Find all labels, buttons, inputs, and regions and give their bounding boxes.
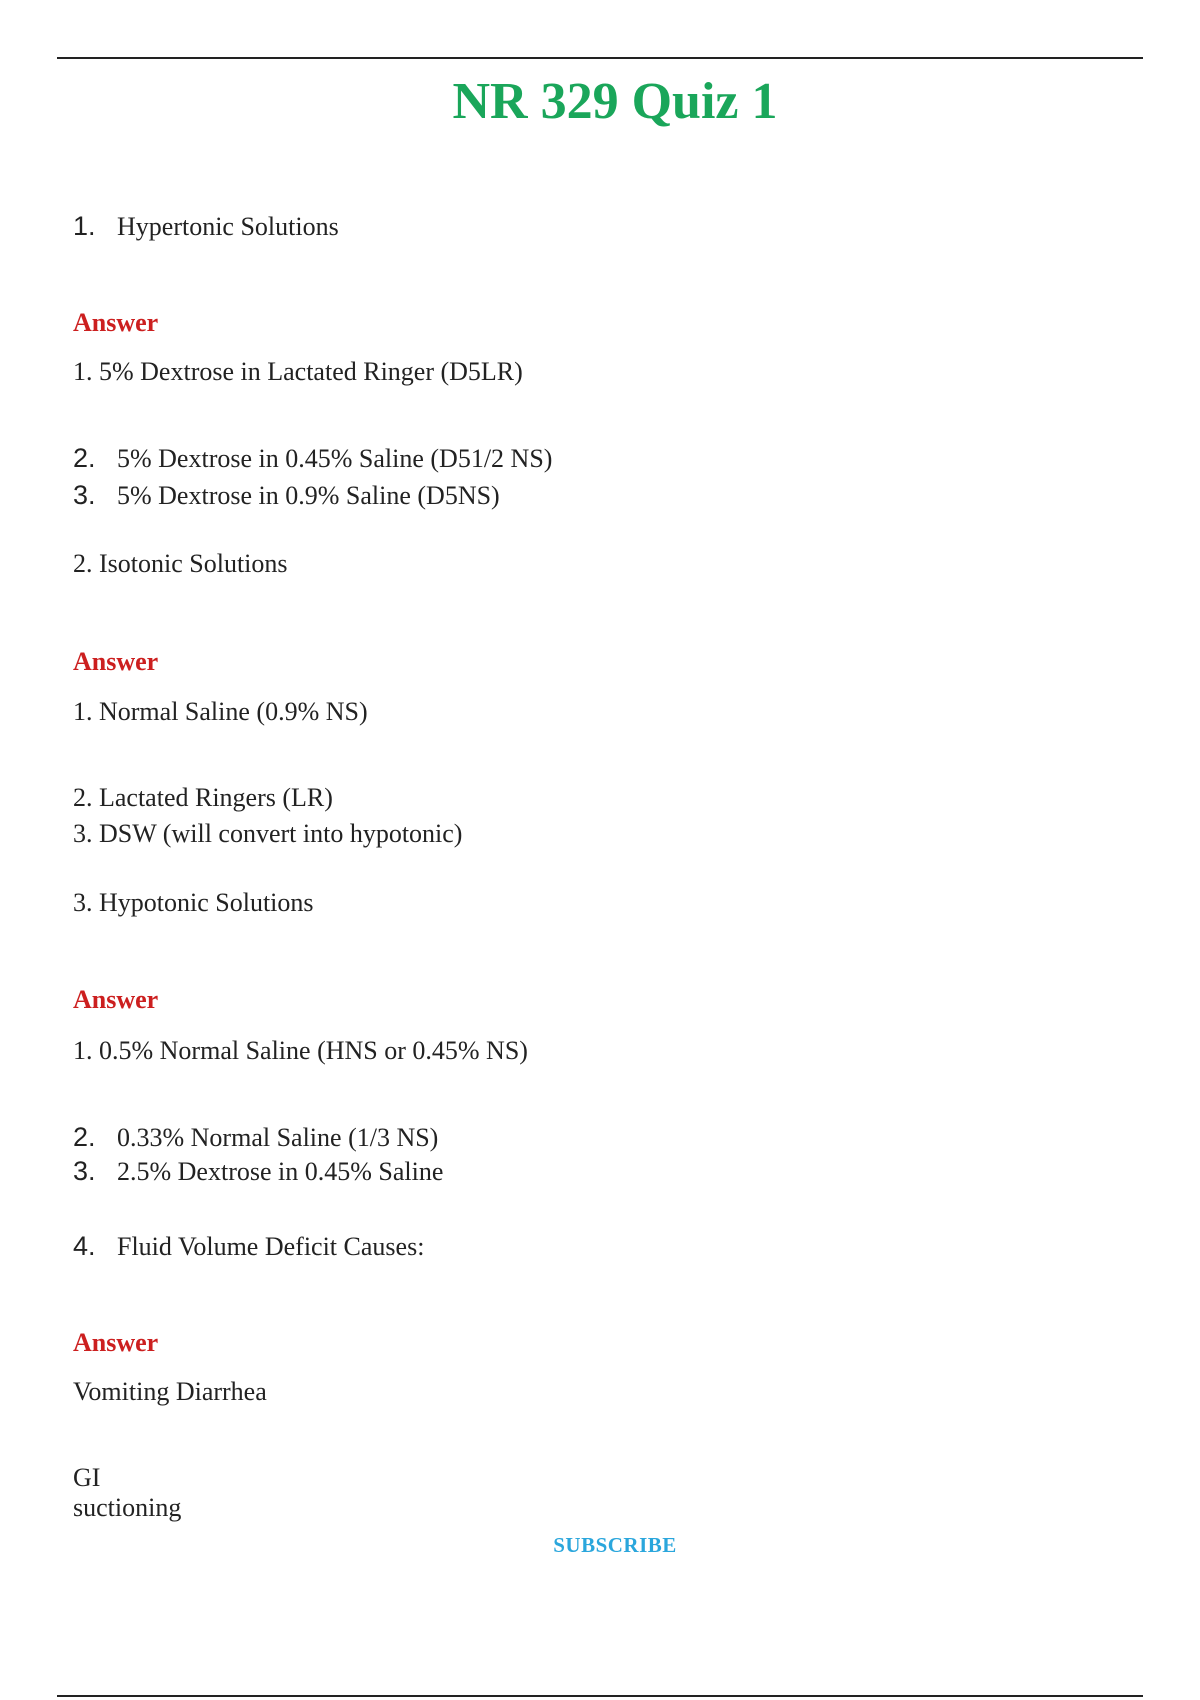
subscribe-link[interactable]: SUBSCRIBE [553,1533,677,1557]
item-text: 2.5% Dextrose in 0.45% Saline [117,1157,444,1186]
answer-4-line-3: suctioning [73,1493,182,1522]
answer-label-4: Answer [73,1328,159,1357]
top-rule [57,57,1143,59]
answer-label-2: Answer [73,647,159,676]
answer-4-line-2: GI [73,1463,101,1492]
question-number: 4. [73,1231,96,1261]
question-number: 1. [73,211,96,241]
bottom-rule [57,1695,1143,1697]
answer-label-3: Answer [73,985,159,1014]
item-text: 5% Dextrose in 0.9% Saline (D5NS) [117,481,500,510]
question-1 [73,211,339,242]
page-title: NR 329 Quiz 1 [452,73,778,130]
item-number: 3. [73,1156,96,1186]
answer-1-item-2 [73,443,552,474]
answer-3-item-2 [73,1122,438,1153]
answer-3-line-1: 1. 0.5% Normal Saline (HNS or 0.45% NS) [73,1036,528,1065]
answer-1-line-1: 1. 5% Dextrose in Lactated Ringer (D5LR) [73,357,523,386]
question-3: 3. Hypotonic Solutions [73,888,314,917]
answer-1-item-3 [73,480,500,511]
item-number: 2. [73,1122,96,1152]
question-2: 2. Isotonic Solutions [73,549,288,578]
answer-2-line-2: 2. Lactated Ringers (LR) [73,783,333,812]
question-text: Hypertonic Solutions [117,212,339,241]
item-text: 5% Dextrose in 0.45% Saline (D51/2 NS) [117,444,553,473]
question-4 [73,1231,424,1262]
answer-4-line-1: Vomiting Diarrhea [73,1377,267,1406]
question-text: Fluid Volume Deficit Causes: [117,1232,425,1261]
answer-2-line-3: 3. DSW (will convert into hypotonic) [73,819,463,848]
item-text: 0.33% Normal Saline (1/3 NS) [117,1123,439,1152]
answer-3-item-3 [73,1156,443,1187]
item-number: 3. [73,480,96,510]
answer-2-line-1: 1. Normal Saline (0.9% NS) [73,697,368,726]
answer-label-1: Answer [73,308,159,337]
item-number: 2. [73,443,96,473]
